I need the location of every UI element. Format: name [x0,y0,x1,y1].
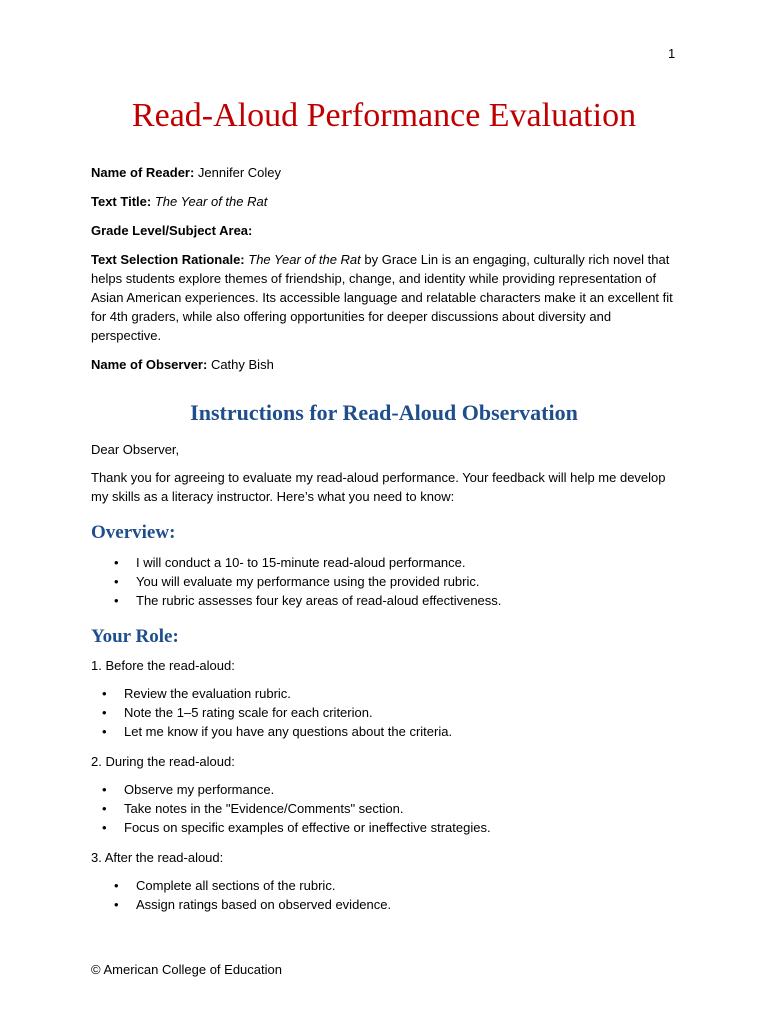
intro-paragraph: Thank you for agreeing to evaluate my read-aloud performance. Your feedback will help me develop my skills as a literacy instructor. Here’s what you need to know: [91,470,666,504]
bullet-icon: • [102,782,107,797]
greeting: Dear Observer, [91,442,180,457]
list-item: • Observe my performance. [102,782,275,797]
list-item: • Focus on specific examples of effective or ineffective strategies. [102,820,491,835]
before-list [102,684,453,741]
rationale-paragraph [91,250,681,345]
list-item: • Review the evaluation rubric. [102,686,291,701]
observer-value: Cathy Bish [207,357,274,372]
bullet-icon: • [114,878,119,893]
instructions-heading: Instructions for Read-Aloud Observation [190,400,578,425]
text-title-line [91,192,681,211]
rationale-label: Text Selection Rationale: [91,252,245,267]
overview-list [114,553,502,610]
bullet-icon: • [114,897,119,912]
observer-line [91,355,681,374]
list-item: • The rubric assesses four key areas of read-aloud effectiveness. [114,593,502,608]
grade-line [91,221,681,240]
observer-label: Name of Observer: [91,357,208,372]
bullet-icon: • [114,593,119,608]
list-item: • Let me know if you have any questions about the criteria. [102,724,453,739]
footer-copyright: © American College of Education [91,962,282,977]
bullet-icon: • [102,705,107,720]
bullet-icon: • [102,686,107,701]
grade-label: Grade Level/Subject Area: [91,223,253,238]
bullet-icon: • [102,801,107,816]
your-role-heading: Your Role: [91,626,179,647]
bullet-icon: • [114,555,119,570]
list-item: • Assign ratings based on observed evidence. [114,897,392,912]
list-item: • Take notes in the "Evidence/Comments" section. [102,801,404,816]
during-list [102,780,491,837]
text-title-value: The Year of the Rat [154,194,268,209]
text-title-label: Text Title: [91,194,152,209]
rationale-book-title: The Year of the Rat [248,252,361,267]
reader-info-block [91,163,681,374]
list-item: • Note the 1–5 rating scale for each criterion. [102,705,373,720]
reader-value: Jennifer Coley [194,165,282,180]
reader-line [91,163,681,182]
reader-label: Name of Reader: [91,165,195,180]
bullet-icon: • [102,724,107,739]
page-number: 1 [668,46,676,61]
page-title: Read-Aloud Performance Evaluation [131,97,637,134]
list-item: • I will conduct a 10- to 15-minute read-aloud performance. [114,555,466,570]
bullet-icon: • [114,574,119,589]
overview-heading: Overview: [91,522,176,543]
during-label: 2. During the read-aloud: [91,754,235,769]
bullet-icon: • [102,820,107,835]
after-label: 3. After the read-aloud: [91,850,224,865]
list-item: • Complete all sections of the rubric. [114,878,336,893]
after-list [114,876,392,914]
before-label: 1. Before the read-aloud: [91,658,235,673]
rationale-text: by Grace Lin is an engaging, culturally rich novel that helps students explore themes of friendship, change, and identity while providing representation of Asian American experiences. Its accessible language and relatable characters make it an excellent fit for 4th graders, while also offering opportunities for deeper discussions about diversity and perspective. [91,252,673,343]
list-item: • You will evaluate my performance using the provided rubric. [114,574,480,589]
